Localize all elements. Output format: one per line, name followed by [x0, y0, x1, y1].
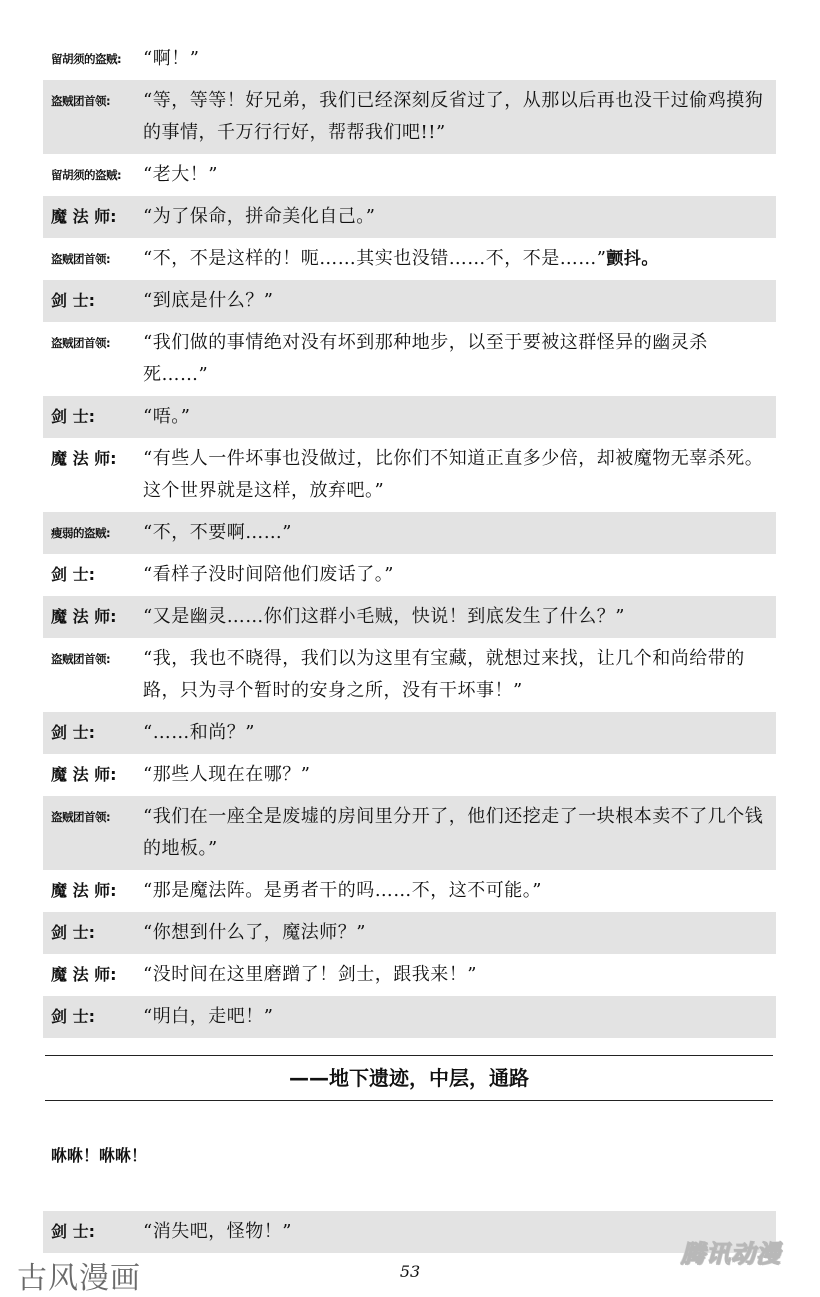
speaker-label: 剑 士:	[51, 923, 95, 942]
dialogue-text	[143, 875, 776, 907]
dialogue-row	[43, 280, 776, 322]
speaker-label: 剑 士:	[51, 407, 95, 426]
speaker-label: 魔 法 师:	[51, 207, 117, 226]
dialogue-row	[43, 512, 776, 554]
dialogue-row	[43, 554, 776, 596]
speaker-label: 盗贼团首领:	[51, 336, 111, 350]
speaker-label: 剑 士:	[51, 291, 95, 310]
dialogue-text-body: “我，我也不晓得，我们以为这里有宝藏，就想过来找，让几个和尚给带的路，只为寻个暂时的安身之所，没有干坏事！”	[143, 648, 745, 701]
speaker-label: 盗贼团首领:	[51, 810, 111, 824]
dialogue-text	[143, 43, 776, 75]
dialogue-text	[143, 443, 776, 507]
dialogue-row	[43, 238, 776, 280]
dialogue-text-body: “等，等等！好兄弟，我们已经深刻反省过了，从那以后再也没干过偷鸡摸狗的事情，千万行行好，帮帮我们吧!!”	[143, 90, 764, 143]
speaker-label: 剑 士:	[51, 565, 95, 584]
speaker-label: 魔 法 师:	[51, 765, 117, 784]
dialogue-text	[143, 401, 776, 433]
dialogue-text-body: “唔。”	[143, 406, 191, 427]
speaker-label: 盗贼团首领:	[51, 252, 111, 266]
watermark-logo-right: 腾讯动漫	[681, 1239, 781, 1268]
dialogue-text	[143, 801, 776, 865]
speaker-label: 剑 士:	[51, 723, 95, 742]
dialogue-text	[143, 643, 776, 707]
dialogue-text	[143, 159, 776, 191]
dialogue-text-body: “……和尚？”	[143, 722, 255, 743]
dialogue-text-body: “啊！”	[143, 48, 200, 69]
speaker-label: 剑 士:	[51, 1007, 95, 1026]
speaker-label: 魔 法 师:	[51, 881, 117, 900]
dialogue-text	[143, 243, 776, 275]
dialogue-text-body: “你想到什么了，魔法师？”	[143, 922, 366, 943]
section-divider-bottom	[45, 1100, 773, 1101]
dialogue-row	[43, 796, 776, 870]
dialogue-text	[143, 85, 776, 149]
speaker-label: 盗贼团首领:	[51, 94, 111, 108]
dialogue-text-body: “不，不是这样的！呃……其实也没错……不，不是……”	[143, 248, 607, 269]
watermark-logo-left: 古风漫画	[17, 1261, 141, 1296]
dialogue-text	[143, 559, 776, 591]
dialogue-text	[143, 201, 776, 233]
dialogue-text-body: “我们在一座全是废墟的房间里分开了，他们还挖走了一块根本卖不了几个钱的地板。”	[143, 806, 764, 859]
dialogue-text	[143, 717, 776, 749]
dialogue-text-body: “看样子没时间陪他们废话了。”	[143, 564, 394, 585]
dialogue-row	[43, 38, 776, 80]
dialogue-row	[43, 80, 776, 154]
dialogue-text-body: “我们做的事情绝对没有坏到那种地步，以至于要被这群怪异的幽灵杀死……”	[143, 332, 708, 385]
speaker-label: 剑 士:	[51, 1222, 95, 1241]
dialogue-text	[143, 327, 776, 391]
dialogue-text-body: “为了保命，拼命美化自己。”	[143, 206, 376, 227]
dialogue-row	[43, 322, 776, 396]
dialogue-text-body: “明白，走吧！”	[143, 1006, 274, 1027]
speaker-label: 盗贼团首领:	[51, 652, 111, 666]
dialogue-text-body: “有些人一件坏事也没做过，比你们不知道正直多少倍，却被魔物无辜杀死。这个世界就是这样，放弃吧。”	[143, 448, 764, 501]
dialogue-text	[143, 759, 776, 791]
dialogue-row	[43, 754, 776, 796]
dialogue-text	[143, 601, 776, 633]
dialogue-row	[43, 638, 776, 712]
dialogue-text	[143, 517, 776, 549]
dialogue-row	[43, 438, 776, 512]
dialogue-row	[43, 870, 776, 912]
speaker-label: 魔 法 师:	[51, 965, 117, 984]
dialogue-text	[143, 959, 776, 991]
speaker-label: 留胡须的盗贼:	[51, 52, 122, 66]
section-divider-top	[45, 1055, 773, 1056]
dialogue-row	[43, 996, 776, 1038]
dialogue-text-body: “那是魔法阵。是勇者干的吗……不，这不可能。”	[143, 880, 542, 901]
dialogue-text	[143, 1001, 776, 1033]
dialogue-text	[143, 917, 776, 949]
dialogue-text-body: “到底是什么？”	[143, 290, 274, 311]
dialogue-text-body: “没时间在这里磨蹭了！剑士，跟我来！”	[143, 964, 477, 985]
page-number: 53	[399, 1262, 421, 1281]
dialogue-text-body: “那些人现在在哪？”	[143, 764, 311, 785]
dialogue-row	[43, 596, 776, 638]
dialogue-text: “消失吧，怪物！”	[143, 1221, 292, 1242]
sound-effect-text: 咻咻！咻咻！	[51, 1146, 148, 1165]
speaker-label: 魔 法 师:	[51, 449, 117, 468]
speaker-label: 留胡须的盗贼:	[51, 168, 122, 182]
speaker-label: 瘦弱的盗贼:	[51, 526, 111, 540]
dialogue-text-body: “不，不要啊……”	[143, 522, 292, 543]
dialogue-row	[43, 912, 776, 954]
dialogue-row	[43, 954, 776, 996]
dialogue-list	[43, 38, 776, 1038]
dialogue-row	[43, 196, 776, 238]
dialogue-text	[143, 285, 776, 317]
dialogue-row	[43, 154, 776, 196]
dialogue-emphasis: 颤抖。	[606, 249, 659, 269]
dialogue-text-body: “老大！”	[143, 164, 218, 185]
dialogue-text-body: “又是幽灵……你们这群小毛贼，快说！到底发生了什么？”	[143, 606, 625, 627]
dialogue-row	[43, 396, 776, 438]
dialogue-row	[43, 712, 776, 754]
speaker-label: 魔 法 师:	[51, 607, 117, 626]
section-title: ——地下遗迹，中层，通路	[289, 1066, 529, 1090]
